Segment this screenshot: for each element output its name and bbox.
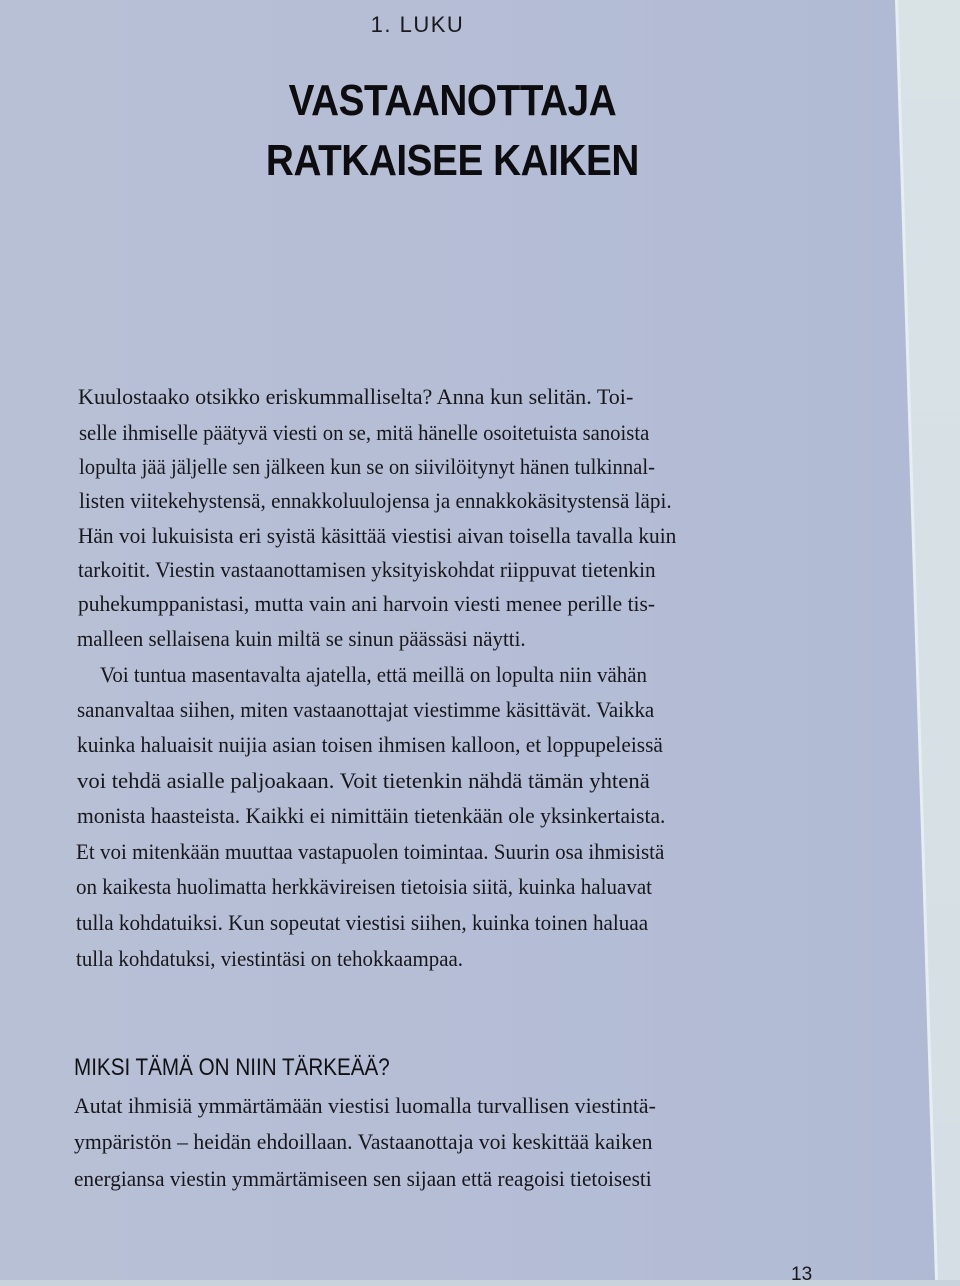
- text-line: malleen sellaisena kuin miltä se sinun päässäsi näytti.: [77, 626, 526, 651]
- text-line: selle ihmiselle päätyvä viesti on se, mitä hänelle osoitetuista sanoista: [79, 420, 650, 445]
- chapter-label: 1. LUKU: [370, 12, 465, 37]
- text-line: lopulta jää jäljelle sen jälkeen kun se on siivilöitynyt hänen tulkinnal-: [79, 454, 656, 479]
- text-line: Hän voi lukuisista eri syistä käsittää viestisi aivan toisella tavalla kuin: [78, 523, 677, 548]
- text-line: energiansa viestin ymmärtämiseen sen sijaan että reagoisi tietoisesti: [74, 1166, 652, 1191]
- text-line: Voi tuntua masentavalta ajatella, että meillä on lopulta niin vähän: [100, 662, 647, 687]
- text-line: on kaikesta huolimatta herkkävireisen tietoisia siitä, kuinka haluavat: [76, 874, 653, 899]
- text-line: monista haasteista. Kaikki ei nimittäin tietenkään ole yksinkertaista.: [77, 803, 666, 828]
- text-line: sananvaltaa siihen, miten vastaanottajat viestimme käsittävät. Vaikka: [77, 697, 655, 722]
- text-line: ympäristön – heidän ehdoillaan. Vastaanottaja voi keskittää kaiken: [74, 1129, 653, 1154]
- section-heading: MIKSI TÄMÄ ON NIIN TÄRKEÄÄ?: [74, 1054, 390, 1081]
- text-line: puhekumppanistasi, mutta vain ani harvoin viesti menee perille tis-: [78, 591, 656, 616]
- text-line: voi tehdä asialle paljoakaan. Voit tietenkin nähdä tämän yhtenä: [77, 768, 650, 793]
- text-line: Autat ihmisiä ymmärtämään viestisi luomalla turvallisen viestintä-: [74, 1093, 656, 1118]
- text-line: tulla kohdatuiksi. Kun sopeutat viestisi siihen, kuinka toinen haluaa: [76, 910, 649, 935]
- text-line: Et voi mitenkään muuttaa vastapuolen toimintaa. Suurin osa ihmisistä: [76, 839, 665, 864]
- text-line: tarkoitit. Viestin vastaanottamisen yksityiskohdat riippuvat tietenkin: [78, 557, 656, 582]
- page-number: 13: [791, 1264, 813, 1285]
- text-line: kuinka haluaisit nuijia asian toisen ihmisen kalloon, et loppupeleissä: [77, 732, 663, 757]
- text-line: listen viitekehystensä, ennakkoluulojensa ja ennakkokäsitystensä läpi.: [79, 488, 672, 513]
- chapter-title-line-1: VASTAANOTTAJA: [288, 76, 617, 125]
- chapter-title-line-2: RATKAISEE KAIKEN: [265, 136, 639, 185]
- text-line: Kuulostaako otsikko eriskummalliselta? Anna kun selitän. Toi-: [78, 384, 634, 409]
- text-line: tulla kohdatuksi, viestintäsi on tehokkaampaa.: [76, 946, 464, 971]
